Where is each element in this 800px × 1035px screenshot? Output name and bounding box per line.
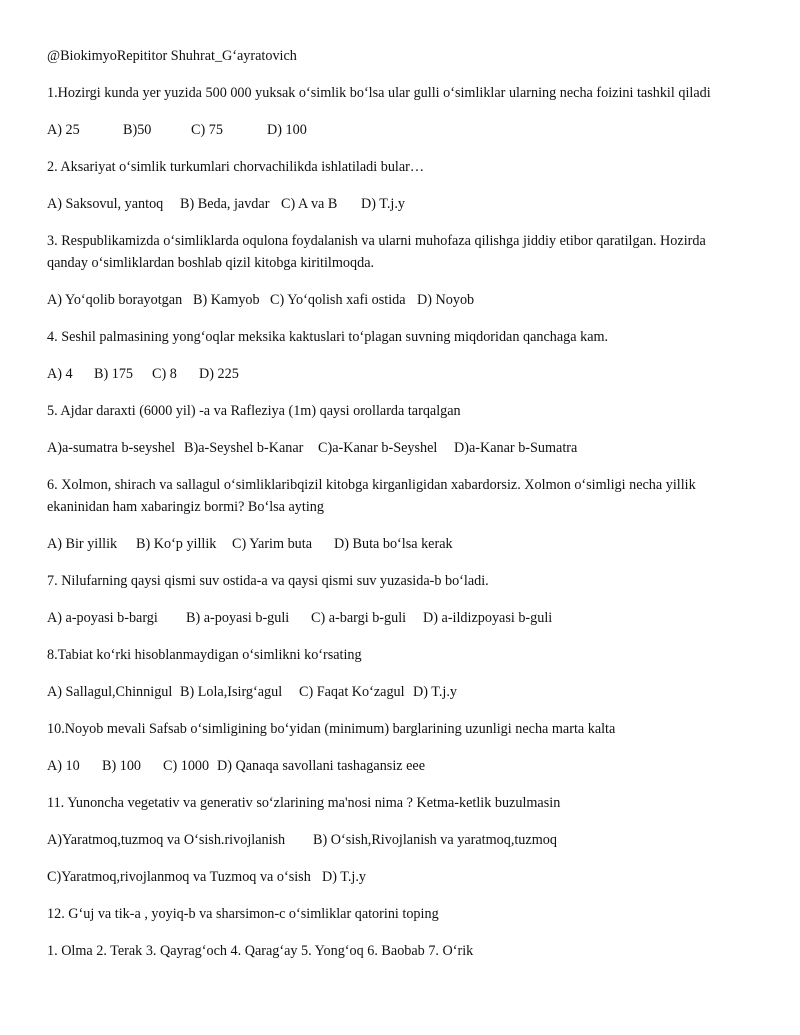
option-7d: D) a-ildizpoyasi b-guli: [423, 610, 553, 626]
options-8: [47, 681, 740, 703]
question-5: 5. Ajdar daraxti (6000 yil) -a va Rafleziya (1m) qaysi orollarda tarqalgan: [47, 403, 461, 419]
options-6: [47, 533, 740, 555]
option-4a: A) 4: [47, 366, 73, 382]
option-11d: D) T.j.y: [322, 869, 367, 885]
option-11c: C)Yaratmoq,rivojlanmoq va Tuzmoq va o‘sish: [47, 869, 311, 885]
question-1: 1.Hozirgi kunda yer yuzida 500 000 yuksak o‘simlik bo‘lsa ular gulli o‘simliklar ularning necha foizini tashkil qiladi: [47, 85, 711, 101]
options-11-row2: [47, 866, 740, 888]
question-6: 6. Xolmon, shirach va sallagul o‘simliklaribqizil kitobga kirganligidan xabardorsiz. Xolmon o‘simligi necha yillik ekaninidan ham xabaringiz bormi? Bo‘lsa ayting: [47, 477, 696, 515]
question-7: 7. Nilufarning qaysi qismi suv ostida-a va qaysi qismi suv yuzasida-b bo‘ladi.: [47, 573, 489, 589]
option-1c: C) 75: [191, 122, 223, 138]
option-1d: D) 100: [267, 122, 307, 138]
option-11b: B) O‘sish,Rivojlanish va yaratmoq,tuzmoq: [313, 832, 557, 848]
option-10d: D) Qanaqa savollani tashagansiz eee: [217, 758, 425, 774]
option-6a: A) Bir yillik: [47, 536, 118, 552]
question-3: 3. Respublikamizda o‘simliklarda oqulona foydalanish va ularni muhofaza qilishga jiddiy etibor qaratilgan. Hozirda qanday o‘simliklardan boshlab qizil kitobga kiritilmoqda.: [47, 233, 706, 271]
options-1: [47, 119, 740, 141]
options-4: [47, 363, 740, 385]
option-10a: A) 10: [47, 758, 80, 774]
question-10: 10.Noyob mevali Safsab o‘simligining bo‘yidan (minimum) barglarining uzunligi necha marta kalta: [47, 721, 616, 737]
question-2: 2. Aksariyat o‘simlik turkumlari chorvachilikda ishlatiladi bular…: [47, 159, 425, 175]
option-8a: A) Sallagul,Chinnigul: [47, 684, 173, 700]
option-2b: B) Beda, javdar: [180, 196, 270, 212]
option-7c: C) a-bargi b-guli: [311, 610, 407, 626]
question-8: 8.Tabiat ko‘rki hisoblanmaydigan o‘simlikni ko‘rsating: [47, 647, 362, 663]
option-7b: B) a-poyasi b-guli: [186, 610, 290, 626]
option-3b: B) Kamyob: [193, 292, 260, 308]
question-12: 12. G‘uj va tik-a , yoyiq-b va sharsimon-c o‘simliklar qatorini toping: [47, 906, 439, 922]
option-8b: B) Lola,Isirg‘agul: [180, 684, 283, 700]
option-5b: B)a-Seyshel b-Kanar: [184, 440, 304, 456]
list-12: 1. Olma 2. Terak 3. Qayrag‘och 4. Qarag‘ay 5. Yong‘oq 6. Baobab 7. O‘rik: [47, 943, 474, 959]
option-10b: B) 100: [102, 758, 142, 774]
option-3d: D) Noyob: [417, 292, 475, 308]
option-6d: D) Buta bo‘lsa kerak: [334, 536, 453, 552]
option-4d: D) 225: [199, 366, 239, 382]
option-5c: C)a-Kanar b-Seyshel: [318, 440, 438, 456]
option-2d: D) T.j.y: [361, 196, 406, 212]
option-6c: C) Yarim buta: [232, 536, 313, 552]
option-11a: A)Yaratmoq,tuzmoq va O‘sish.rivojlanish: [47, 832, 286, 848]
option-2c: C) A va B: [281, 196, 338, 212]
options-10: [47, 755, 740, 777]
header-line: @BiokimyoRepititor Shuhrat_G‘ayratovich: [47, 48, 297, 64]
options-5: [47, 437, 740, 459]
question-11: 11. Yunoncha vegetativ va generativ so‘zlarining ma'nosi nima ? Ketma-ketlik buzulmasin: [47, 795, 561, 811]
option-3c: C) Yo‘qolish xafi ostida: [270, 292, 406, 308]
options-2: [47, 193, 740, 215]
option-1a: A) 25: [47, 122, 80, 138]
option-6b: B) Ko‘p yillik: [136, 536, 217, 552]
option-4b: B) 175: [94, 366, 134, 382]
option-3a: A) Yo‘qolib borayotgan: [47, 292, 183, 308]
option-5a: A)a-sumatra b-seyshel: [47, 440, 176, 456]
option-7a: A) a-poyasi b-bargi: [47, 610, 158, 626]
option-4c: C) 8: [152, 366, 177, 382]
options-11-row1: [47, 829, 740, 851]
options-3: [47, 289, 740, 311]
option-1b: B)50: [123, 122, 152, 138]
option-8c: C) Faqat Ko‘zagul: [299, 684, 405, 700]
question-4: 4. Seshil palmasining yong‘oqlar meksika kaktuslari to‘plagan suvning miqdoridan qanchaga kam.: [47, 329, 609, 345]
option-5d: D)a-Kanar b-Sumatra: [454, 440, 578, 456]
option-8d: D) T.j.y: [413, 684, 458, 700]
options-7: [47, 607, 740, 629]
option-10c: C) 1000: [163, 758, 210, 774]
option-2a: A) Saksovul, yantoq: [47, 196, 164, 212]
